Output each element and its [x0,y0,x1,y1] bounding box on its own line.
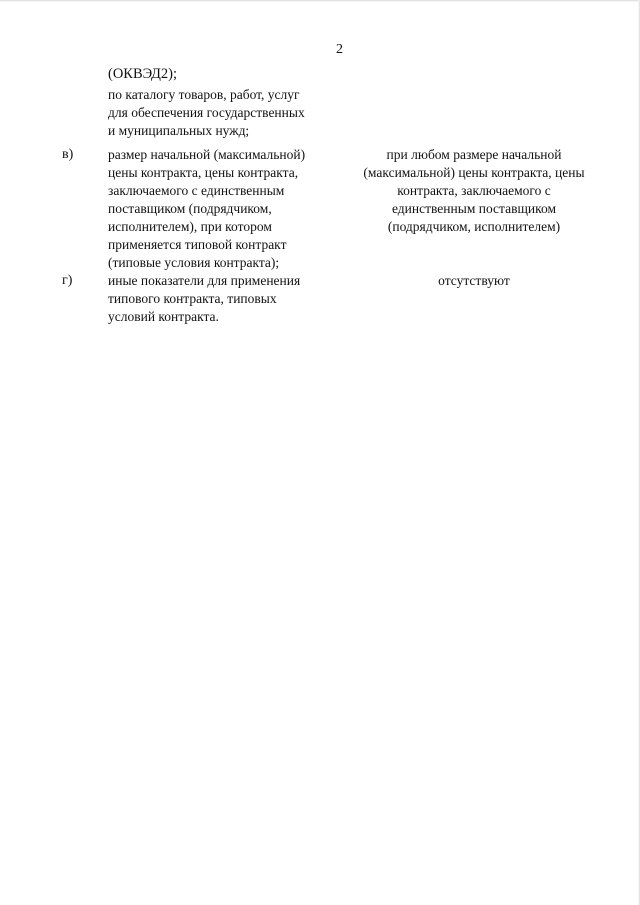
item-g-description: иные показатели для применения типового контракта, типовых условий контракта. [108,273,301,324]
item-marker-g: г) [62,273,73,288]
okved-line: (ОКВЭД2); [108,66,177,82]
continuation-text [108,65,348,140]
scan-top-edge [0,0,640,2]
item-v-value: при любом размере начальной (максимальной) цены контракта, цены контракта, заключаемого с единственным поставщиком (подрядчиком, исполнителем) [363,147,585,234]
item-v-description: размер начальной (максимальной) цены контракта, цены контракта, заключаемого с единственным поставщиком (подрядчиком, исполнителем), при котором применяется типовой контракт (типовые условия контракта); [108,147,306,270]
item-marker-v: в) [62,147,74,162]
catalog-line: по каталогу товаров, работ, услуг для обеспечения государственных и муниципальных нужд; [108,87,305,138]
page-number: 2 [336,42,343,57]
item-g-value: отсутствуют [438,273,510,288]
